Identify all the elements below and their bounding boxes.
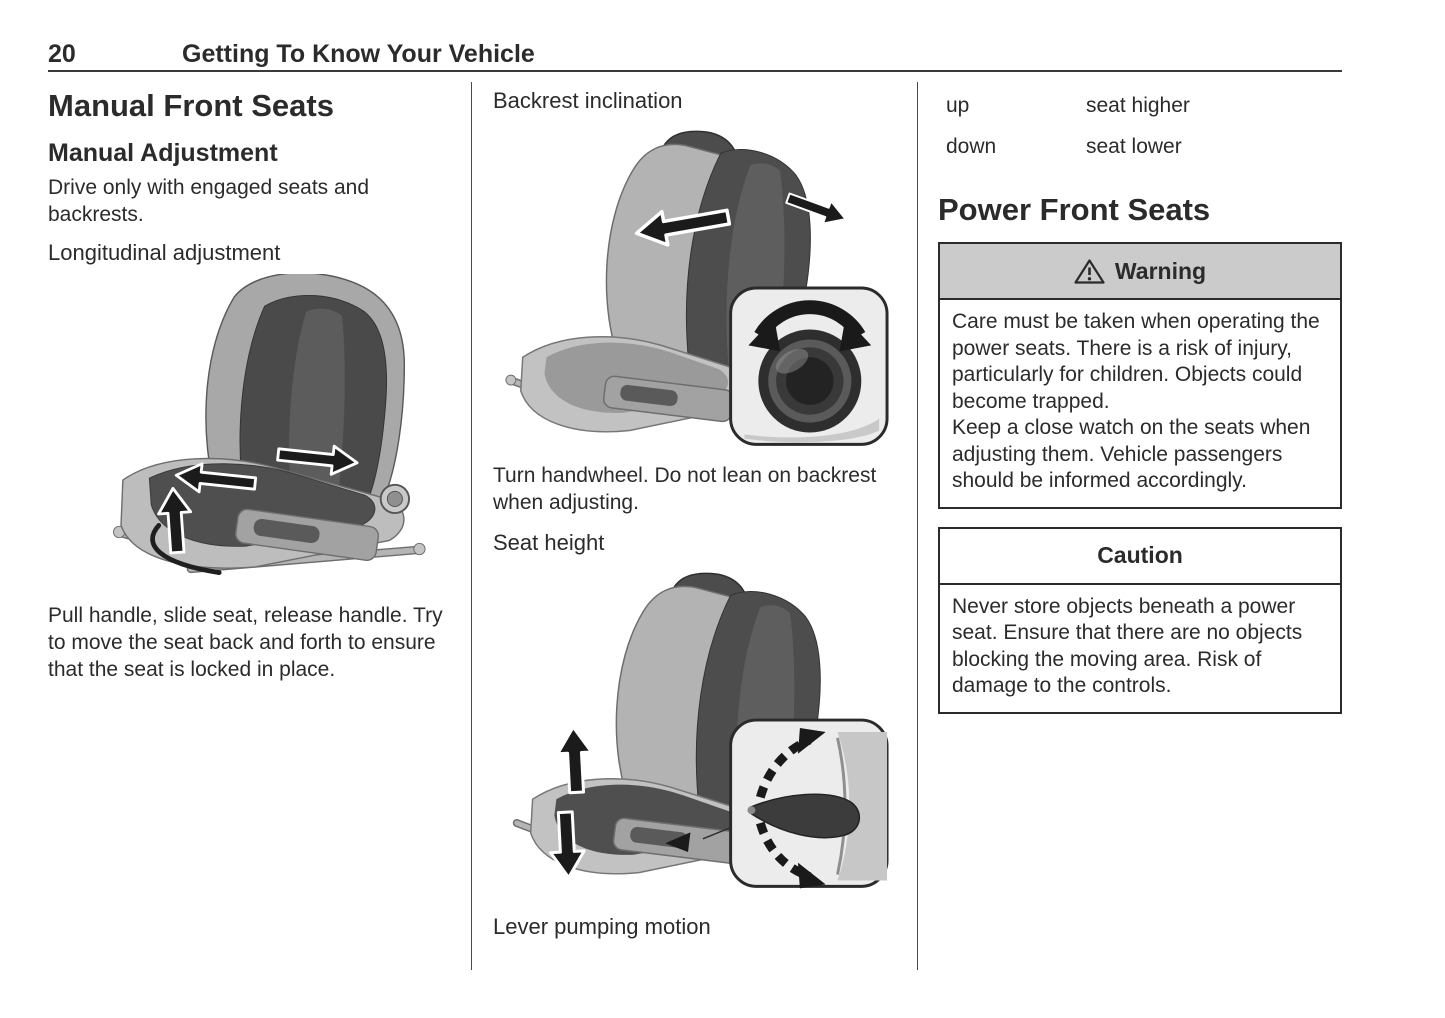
- warning-paragraph: Care must be taken when operating the power seats. There is a risk of injury, particularly for children. Objects could become trapped.: [952, 310, 1320, 413]
- longitudinal-body: Pull handle, slide seat, release handle. Try to move the seat back and forth to ensure that the seat is locked in place.: [48, 604, 443, 681]
- heading-backrest-inclination: Backrest inclination: [493, 88, 683, 113]
- left-column: [48, 88, 450, 683]
- caption-lever-pumping-motion: Lever pumping motion: [493, 914, 711, 939]
- table-value-seat-higher: seat higher: [1086, 94, 1190, 117]
- header-rule: [48, 70, 1342, 72]
- section-heading-power-front-seats: Power Front Seats: [938, 192, 1211, 227]
- recline-knob: [381, 485, 409, 513]
- handwheel-inset: [731, 288, 887, 444]
- right-column: [938, 88, 1342, 714]
- warning-box-body: [940, 300, 1340, 507]
- middle-column: [493, 88, 895, 946]
- table-label-up: up: [946, 94, 970, 117]
- caution-paragraph: Never store objects beneath a power seat. Ensure that there are no objects blocking the moving area. Risk of damage to the controls.: [952, 594, 1303, 697]
- seat-height-adjustment-illustration: [495, 562, 891, 892]
- heading-seat-height: Seat height: [493, 530, 605, 555]
- section-heading-manual-front-seats: Manual Front Seats: [48, 88, 334, 123]
- seat-longitudinal-adjustment-illustration: [104, 274, 444, 586]
- table-label-down: down: [946, 135, 997, 158]
- seat-switch-table: [938, 94, 1342, 176]
- warning-box-header: [940, 244, 1340, 300]
- warning-box: [938, 242, 1342, 509]
- subsection-heading-manual-adjustment: Manual Adjustment: [48, 139, 278, 167]
- warning-paragraph: Keep a close watch on the seats when adjusting them. Vehicle passengers should be informed accordingly.: [952, 416, 1311, 492]
- table-value-seat-lower: seat lower: [1086, 135, 1182, 158]
- heading-longitudinal-adjustment: Longitudinal adjustment: [48, 240, 281, 265]
- caution-title: Caution: [1097, 542, 1183, 568]
- caution-box: [938, 527, 1342, 714]
- backrest-body: Turn handwheel. Do not lean on backrest when adjusting.: [493, 464, 877, 514]
- page-number: 20: [48, 40, 76, 68]
- table-row: [938, 94, 1342, 135]
- caution-box-body: [940, 585, 1340, 712]
- intro-paragraph: Drive only with engaged seats and backrests.: [48, 176, 370, 226]
- table-row: [938, 135, 1342, 176]
- lever-inset: [731, 720, 887, 888]
- warning-title: Warning: [1114, 257, 1207, 284]
- warning-triangle-icon: [1074, 258, 1105, 285]
- column-divider-right: [917, 82, 918, 970]
- page-chapter-title: Getting To Know Your Vehicle: [182, 40, 535, 68]
- column-divider-left: [471, 82, 472, 970]
- seat-backrest-inclination-illustration: [495, 120, 891, 450]
- caution-box-header: [940, 529, 1340, 585]
